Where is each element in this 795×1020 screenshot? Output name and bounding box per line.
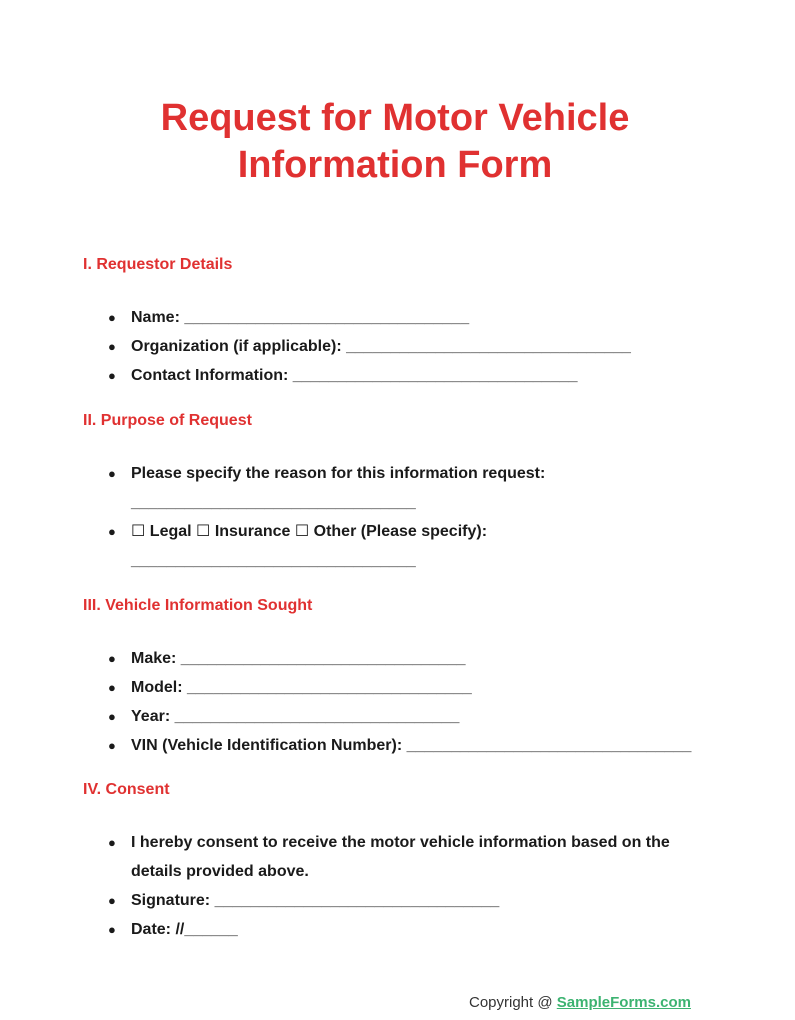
copyright-footer [469, 994, 691, 1011]
consent-statement: I hereby consent to receive the motor vehicle information based on the details provided above. [131, 834, 670, 880]
section-purpose-of-request [83, 411, 723, 575]
section-requestor-details [83, 255, 723, 390]
section-heading: II. Purpose of Request [83, 412, 252, 429]
list-item [83, 332, 723, 361]
field-make[interactable]: Make: ________________________________ [131, 650, 466, 667]
list-item [83, 517, 723, 575]
section-consent [83, 780, 723, 944]
bullet-icon: ● [108, 651, 116, 666]
bullet-icon: ● [108, 680, 116, 695]
section-heading: IV. Consent [83, 781, 170, 798]
copyright-text: Copyright @ [469, 994, 557, 1011]
bullet-icon: ● [108, 738, 116, 753]
list-item [83, 673, 723, 702]
field-request-type[interactable]: ☐ Legal ☐ Insurance ☐ Other (Please specify): ________________________________ [131, 523, 488, 569]
bullet-icon: ● [108, 310, 116, 325]
section-heading: III. Vehicle Information Sought [83, 597, 313, 614]
field-year[interactable]: Year: ________________________________ [131, 708, 460, 725]
list-item [83, 828, 723, 886]
field-vin[interactable]: VIN (Vehicle Identification Number): ________________________________ [131, 737, 692, 754]
bullet-icon: ● [108, 893, 116, 908]
section-heading: I. Requestor Details [83, 256, 233, 273]
bullet-icon: ● [108, 466, 116, 481]
bullet-icon: ● [108, 835, 116, 850]
brand-link[interactable]: SampleForms.com [556, 994, 691, 1011]
field-list [83, 828, 723, 944]
list-item [83, 361, 723, 390]
field-model[interactable]: Model: ________________________________ [131, 679, 472, 696]
field-list [83, 644, 723, 760]
field-name[interactable]: Name: ________________________________ [131, 309, 470, 326]
bullet-icon: ● [108, 922, 116, 937]
list-item [83, 644, 723, 673]
list-item [83, 702, 723, 731]
field-reason[interactable]: Please specify the reason for this information request: ________________________________ [131, 465, 546, 511]
bullet-icon: ● [108, 368, 116, 383]
field-date[interactable]: Date: //______ [131, 921, 238, 938]
bullet-icon: ● [108, 709, 116, 724]
field-list [83, 303, 723, 390]
list-item [83, 731, 723, 760]
bullet-icon: ● [108, 339, 116, 354]
list-item [83, 886, 723, 915]
field-organization[interactable]: Organization (if applicable): ________________________________ [131, 338, 631, 355]
form-title: Request for Motor Vehicle Information Form [160, 97, 630, 186]
list-item [83, 459, 723, 517]
list-item [83, 303, 723, 332]
field-signature[interactable]: Signature: ________________________________ [131, 892, 500, 909]
list-item [83, 915, 723, 944]
field-list [83, 459, 723, 575]
section-vehicle-information [83, 596, 723, 760]
field-contact-information[interactable]: Contact Information: ________________________________ [131, 367, 578, 384]
bullet-icon: ● [108, 524, 116, 539]
